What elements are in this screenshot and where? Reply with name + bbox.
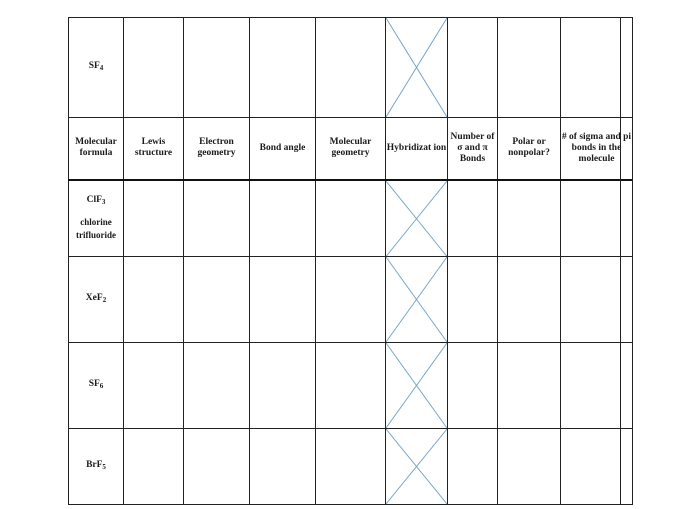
sigma-pi-cell[interactable] — [561, 343, 633, 429]
lewis-structure-cell[interactable] — [124, 180, 184, 257]
formula-cell — [69, 343, 124, 429]
header-lewis-structure: Lewis structure — [124, 118, 184, 180]
sigma-pi-cell[interactable] — [561, 180, 633, 257]
header-bond-angle: Bond angle — [250, 118, 316, 180]
table-row — [69, 18, 633, 118]
molecular-geometry-cell[interactable] — [316, 18, 386, 118]
bond-count-cell[interactable] — [448, 343, 498, 429]
formula-cell — [69, 429, 124, 505]
bond-angle-cell[interactable] — [250, 343, 316, 429]
formula-base: BrF — [86, 460, 103, 470]
formula-subscript: 2 — [102, 296, 107, 304]
table-row — [69, 257, 633, 343]
formula-cell — [69, 257, 124, 343]
formula-subscript: 6 — [99, 382, 104, 390]
formula-cell — [69, 180, 124, 257]
polarity-cell[interactable] — [498, 429, 561, 505]
polarity-cell[interactable] — [498, 343, 561, 429]
bond-count-cell[interactable] — [448, 429, 498, 505]
bond-count-cell[interactable] — [448, 180, 498, 257]
formula-subscript: 4 — [99, 64, 104, 72]
header-molecular-formula: Molecular formula — [69, 118, 124, 180]
formula-subscript: 5 — [102, 463, 106, 471]
lewis-structure-cell[interactable] — [124, 429, 184, 505]
hybridization-cell-crossed — [386, 18, 448, 118]
hybridization-cell-crossed — [386, 180, 448, 257]
header-row — [69, 118, 633, 180]
formula-base: XeF — [85, 293, 103, 303]
molecular-geometry-cell[interactable] — [316, 180, 386, 257]
lewis-structure-cell[interactable] — [124, 18, 184, 118]
table-row — [69, 343, 633, 429]
cross-out-mark — [386, 343, 447, 428]
polarity-cell[interactable] — [498, 257, 561, 343]
header-electron-geometry: Electron geometry — [184, 118, 250, 180]
molecular-geometry-cell[interactable] — [316, 343, 386, 429]
bond-angle-cell[interactable] — [250, 257, 316, 343]
formula-subscript: 3 — [101, 198, 106, 207]
table-row — [69, 180, 633, 257]
formula-name-line2: trifluoride — [76, 230, 116, 241]
hybridization-cell-crossed — [386, 343, 448, 429]
sigma-pi-cell[interactable] — [561, 429, 633, 505]
bond-angle-cell[interactable] — [250, 180, 316, 257]
polarity-cell[interactable] — [498, 180, 561, 257]
electron-geometry-cell[interactable] — [184, 257, 250, 343]
lewis-structure-cell[interactable] — [124, 257, 184, 343]
hybridization-cell-crossed — [386, 429, 448, 505]
table-edge-line — [620, 17, 621, 505]
hybridization-cell-crossed — [386, 257, 448, 343]
molecular-geometry-cell[interactable] — [316, 429, 386, 505]
bond-angle-cell[interactable] — [250, 18, 316, 118]
cross-out-mark — [386, 181, 447, 257]
table-edge-line — [632, 17, 633, 505]
formula-base: SF — [88, 61, 100, 71]
header-molecular-geometry: Molecular geometry — [316, 118, 386, 180]
header-hybridization: Hybridizat ion — [386, 118, 448, 180]
electron-geometry-cell[interactable] — [184, 18, 250, 118]
formula-base: SF — [88, 379, 100, 389]
bond-count-cell[interactable] — [448, 257, 498, 343]
electron-geometry-cell[interactable] — [184, 343, 250, 429]
electron-geometry-cell[interactable] — [184, 429, 250, 505]
header-number-of-bonds: Number of σ and π Bonds — [448, 118, 498, 180]
sigma-pi-cell[interactable] — [561, 257, 633, 343]
molecule-table — [68, 17, 633, 505]
formula-name: chlorine — [80, 217, 112, 228]
polarity-cell[interactable] — [498, 18, 561, 118]
header-sigma-pi-count: # of sigma and pi bonds in the molecule — [561, 118, 633, 180]
cross-out-mark — [386, 18, 447, 117]
lewis-structure-cell[interactable] — [124, 343, 184, 429]
formula-cell — [69, 18, 124, 118]
cross-out-mark — [386, 257, 447, 342]
bond-count-cell[interactable] — [448, 18, 498, 118]
cross-out-mark — [386, 429, 447, 504]
bond-angle-cell[interactable] — [250, 429, 316, 505]
sigma-pi-cell[interactable] — [561, 18, 633, 118]
formula-base: ClF — [86, 195, 102, 206]
molecular-geometry-cell[interactable] — [316, 257, 386, 343]
table-row — [69, 429, 633, 505]
electron-geometry-cell[interactable] — [184, 180, 250, 257]
header-polar-nonpolar: Polar or nonpolar? — [498, 118, 561, 180]
